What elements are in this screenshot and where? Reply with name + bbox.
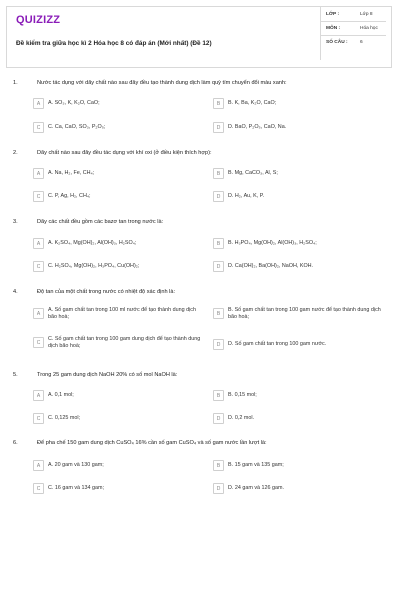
- meta-row-subject: [320, 22, 386, 36]
- option-text: A. 20 gam và 130 gam;: [48, 462, 104, 468]
- option-c[interactable]: [33, 481, 201, 496]
- meta-count-value: 6: [360, 40, 363, 45]
- question-number: 4.: [13, 289, 18, 295]
- option-a[interactable]: [33, 236, 201, 251]
- option-letter-box: D: [213, 122, 224, 133]
- option-d[interactable]: [213, 337, 381, 352]
- option-text: A. 0,1 mol;: [48, 392, 74, 398]
- option-text: D. BaO, P₂O₅, CaO, Na.: [228, 124, 287, 130]
- meta-count-key: SỐ CÂU :: [326, 40, 348, 45]
- option-c[interactable]: [33, 411, 201, 426]
- meta-class-value: Lớp 8: [360, 12, 373, 17]
- option-letter-box: C: [33, 337, 44, 348]
- option-text: A. Số gam chất tan trong 100 ml nước để tạo thành dung dịch bão hoà;: [48, 307, 196, 320]
- option-b[interactable]: [213, 458, 381, 473]
- option-b[interactable]: [213, 388, 381, 403]
- question-text: Để pha chế 150 gam dung dịch CuSO₄ 16% cần số gam CuSO₄ và số gam nước lần lượt là:: [37, 440, 267, 446]
- option-letter-box: A: [33, 390, 44, 401]
- option-d[interactable]: [213, 481, 381, 496]
- option-letter-box: A: [33, 308, 44, 319]
- meta-row-class: [320, 8, 386, 22]
- option-d[interactable]: [213, 259, 381, 274]
- question-text: Nước tác dụng với dãy chất nào sau đây đều tạo thành dung dịch làm quỳ tím chuyển đổi màu xanh:: [37, 80, 287, 86]
- option-text: C. Ca, CaO, SO₃, P₂O₅;: [48, 124, 106, 130]
- option-letter-box: C: [33, 413, 44, 424]
- option-letter-box: D: [213, 413, 224, 424]
- question-number: 5.: [13, 372, 18, 378]
- option-letter-box: B: [213, 98, 224, 109]
- option-letter-box: B: [213, 390, 224, 401]
- question-text: Trong 25 gam dung dịch NaOH 20% có số mol NaOH là:: [37, 372, 178, 378]
- option-d[interactable]: [213, 189, 381, 204]
- option-letter-box: D: [213, 191, 224, 202]
- option-d[interactable]: [213, 411, 381, 426]
- option-letter-box: C: [33, 261, 44, 272]
- option-d[interactable]: [213, 120, 381, 135]
- option-text: D. 0,2 mol.: [228, 415, 255, 421]
- meta-class-key: LỚP :: [326, 12, 340, 17]
- option-letter-box: C: [33, 483, 44, 494]
- question-text: Độ tan của một chất trong nước có nhiệt độ xác định là:: [37, 289, 176, 295]
- option-c[interactable]: [33, 189, 201, 204]
- meta-row-count: [320, 36, 386, 50]
- meta-subject-value: Hóa học: [360, 26, 378, 31]
- option-letter-box: C: [33, 191, 44, 202]
- option-a[interactable]: [33, 166, 201, 181]
- option-a[interactable]: [33, 96, 201, 111]
- option-text: B. 0,15 mol;: [228, 392, 257, 398]
- option-letter-box: A: [33, 98, 44, 109]
- option-letter-box: A: [33, 168, 44, 179]
- worksheet-title: Đề kiểm tra giữa học kì 2 Hóa học 8 có đáp án (Mới nhất) (Đề 12): [16, 40, 212, 47]
- option-b[interactable]: [213, 96, 381, 111]
- option-text: C. 0,125 mol;: [48, 415, 81, 421]
- option-text: C. Số gam chất tan trong 100 gam dung dịch để tạo thành dung dịch bão hoà;: [48, 336, 201, 349]
- option-text: D. 24 gam và 126 gam.: [228, 485, 285, 491]
- question-text: Dãy các chất đều gồm các bazơ tan trong nước là:: [37, 219, 164, 225]
- option-a[interactable]: [33, 458, 201, 473]
- option-text: C. H₂SO₄, Mg(OH)₂, H₃PO₄, Cu(OH)₂;: [48, 263, 140, 269]
- option-letter-box: D: [213, 339, 224, 350]
- option-letter-box: A: [33, 460, 44, 471]
- option-text: D. Số gam chất tan trong 100 gam nước.: [228, 341, 327, 347]
- option-letter-box: B: [213, 238, 224, 249]
- option-letter-box: C: [33, 122, 44, 133]
- option-b[interactable]: [213, 306, 381, 328]
- question-number: 1.: [13, 80, 18, 86]
- option-text: B. K, Ba, K₂O, CaO;: [228, 100, 277, 106]
- option-text: B. H₃PO₄, Mg(OH)₂, Al(OH)₃, H₂SO₄;: [228, 240, 317, 246]
- option-text: A. Na, H₂, Fe, CH₄;: [48, 170, 95, 176]
- option-a[interactable]: [33, 388, 201, 403]
- option-text: C. 16 gam và 134 gam;: [48, 485, 105, 491]
- option-letter-box: D: [213, 483, 224, 494]
- option-a[interactable]: [33, 306, 201, 328]
- option-letter-box: B: [213, 308, 224, 319]
- option-text: D. H₂, Au, K, P.: [228, 193, 265, 199]
- option-c[interactable]: [33, 335, 201, 357]
- option-letter-box: B: [213, 460, 224, 471]
- option-text: B. 15 gam và 135 gam;: [228, 462, 284, 468]
- meta-subject-key: MÔN :: [326, 26, 341, 31]
- option-text: B. Số gam chất tan trong 100 gam nước để tạo thành dung dịch bão hoà;: [228, 307, 381, 320]
- option-letter-box: B: [213, 168, 224, 179]
- option-c[interactable]: [33, 259, 201, 274]
- option-text: D. Ca(OH)₂, Ba(OH)₂, NaOH, KOH.: [228, 263, 314, 269]
- question-text: Dãy chất nào sau đây đều tác dụng với khí oxi (ở điều kiện thích hợp):: [37, 150, 212, 156]
- option-c[interactable]: [33, 120, 201, 135]
- option-b[interactable]: [213, 166, 381, 181]
- option-text: B. Mg, CaCO₃, Al, S;: [228, 170, 278, 176]
- option-b[interactable]: [213, 236, 381, 251]
- option-text: A. K₂SO₄, Mg(OH)₂, Al(OH)₃, H₂SO₄;: [48, 240, 137, 246]
- question-number: 6.: [13, 440, 18, 446]
- question-number: 3.: [13, 219, 18, 225]
- option-letter-box: A: [33, 238, 44, 249]
- question-number: 2.: [13, 150, 18, 156]
- option-letter-box: D: [213, 261, 224, 272]
- worksheet-meta: [320, 8, 386, 50]
- quizizz-logo: QUIZIZZ: [16, 14, 61, 26]
- option-text: C. P, Ag, H₂, CH₄;: [48, 193, 91, 199]
- option-text: A. SO₃, K, K₂O, CaO;: [48, 100, 100, 106]
